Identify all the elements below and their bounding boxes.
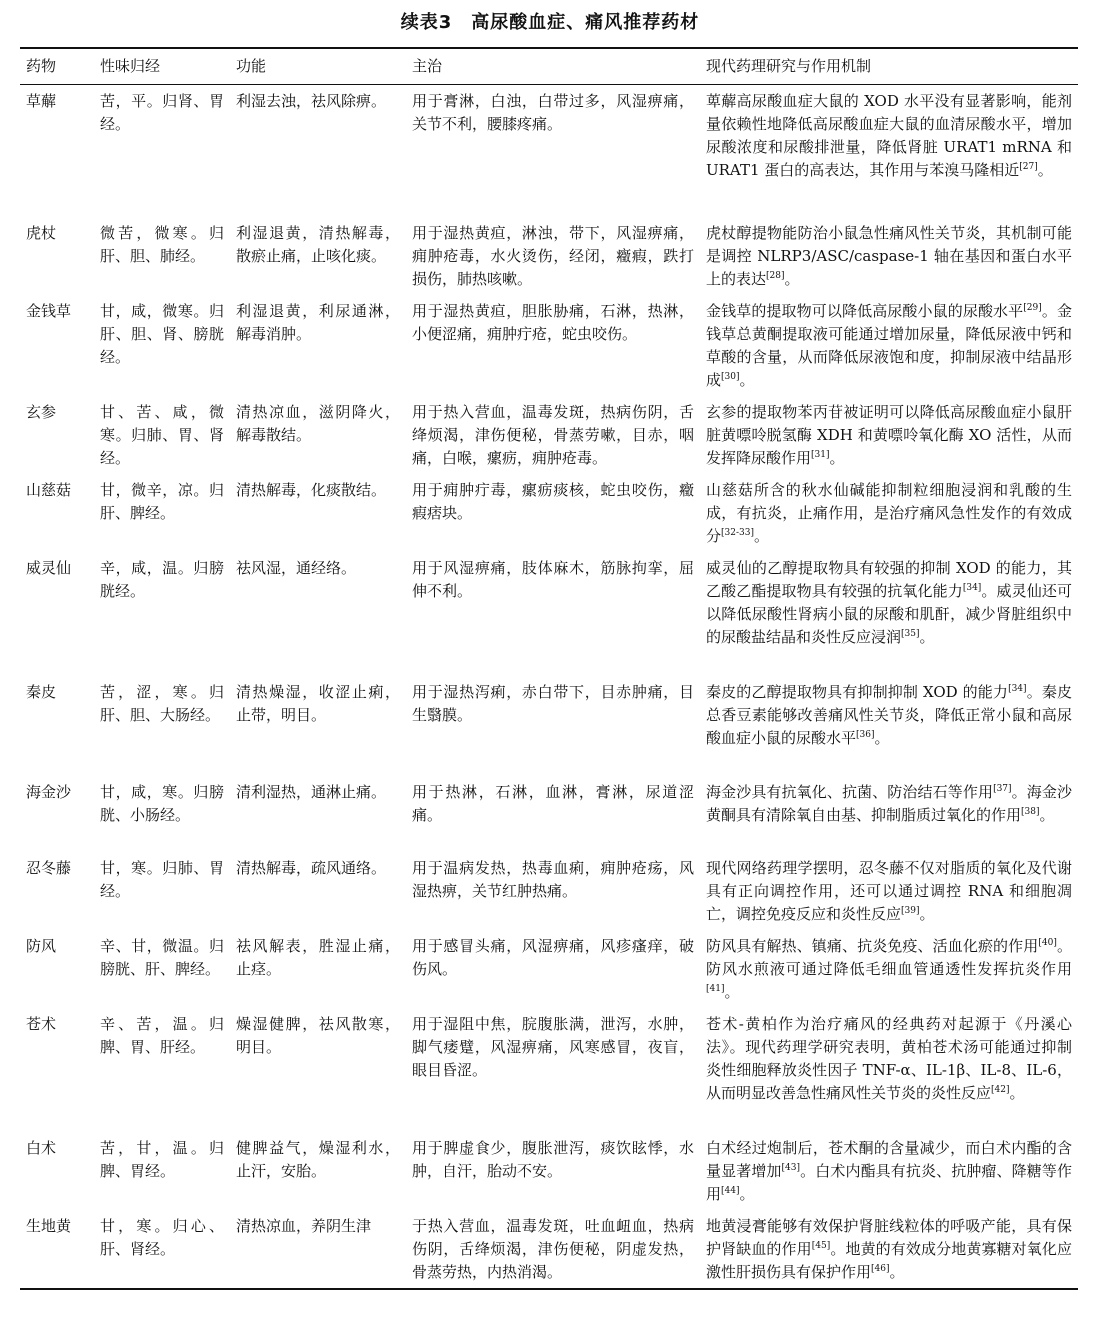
cell-function-text: 清热解毒，化痰散结。 — [236, 480, 387, 499]
pharmacology-text: 。海金沙黄酮具有清除氧自由基、抑制脂质过氧化的作用 — [706, 782, 1072, 824]
cell-pharmacology — [700, 676, 1078, 776]
cell-nature-text: 苦，平。归肾、胃经。 — [100, 92, 224, 133]
table-row — [20, 1008, 1078, 1132]
cell-function — [230, 552, 406, 676]
cell-function — [230, 1132, 406, 1210]
cell-drug — [20, 1008, 94, 1132]
cell-function-text: 利湿去浊，祛风除痹。 — [236, 92, 387, 110]
cell-pharmacology — [700, 1132, 1078, 1210]
citation: [41] — [706, 983, 725, 994]
cell-drug — [20, 852, 94, 930]
cell-nature-text: 苦，涩，寒。归肝、胆、大肠经。 — [100, 682, 224, 724]
pharmacology-text: 。 — [739, 370, 755, 389]
citation: [27] — [1019, 162, 1038, 172]
pharmacology-text: 。 — [1037, 161, 1053, 179]
cell-function-text: 祛风湿，通经络。 — [236, 558, 357, 577]
table-caption: 续表3 高尿酸血症、痛风推荐药材 — [400, 12, 700, 33]
cell-pharmacology — [700, 552, 1078, 676]
cell-nature-text: 甘，咸，微寒。归肝、胆、肾、膀胱经。 — [100, 301, 224, 366]
cell-pharmacology — [700, 396, 1078, 474]
pharmacology-text: 。金钱草总黄酮提取液可能通过增加尿量，降低尿液中钙和草酸的含量，从而降低尿液饱和度，抑制尿液中结晶形成 — [706, 301, 1072, 389]
cell-nature — [94, 930, 230, 1008]
cell-indication — [406, 1210, 700, 1289]
cell-function — [230, 930, 406, 1008]
table-header-row — [20, 48, 1078, 85]
cell-drug — [20, 1210, 94, 1289]
cell-nature-text: 甘、苦、咸，微寒。归肺、胃、肾经。 — [100, 402, 224, 467]
citation: [39] — [901, 905, 920, 916]
cell-indication-text: 用于温病发热，热毒血痢，痈肿疮疡，风湿热痹，关节红肿热痛。 — [412, 858, 694, 900]
cell-function — [230, 295, 406, 396]
cell-nature — [94, 217, 230, 295]
cell-drug-text: 威灵仙 — [26, 558, 72, 577]
cell-drug — [20, 552, 94, 676]
cell-function-text: 清热燥湿，收涩止痢，止带，明目。 — [236, 682, 400, 724]
pharmacology-text: 。白术内酯具有抗炎、抗肿瘤、降糖等作用 — [706, 1161, 1072, 1203]
cell-indication — [406, 396, 700, 474]
pharmacology-text: 金钱草的提取物可以降低高尿酸小鼠的尿酸水平 — [706, 301, 1024, 320]
table-row — [20, 776, 1078, 852]
cell-function-text: 利湿退黄，利尿通淋，解毒消肿。 — [236, 301, 400, 343]
cell-nature — [94, 1132, 230, 1210]
cell-indication — [406, 676, 700, 776]
pharmacology-text: 。 — [874, 728, 890, 747]
cell-indication-text: 于热入营血，温毒发斑，吐血衄血，热病伤阴，舌绛烦渴，津伤便秘，阴虚发热，骨蒸劳热，内热消渴。 — [412, 1216, 694, 1281]
cell-drug-text: 生地黄 — [26, 1216, 72, 1235]
table-row — [20, 474, 1078, 552]
citation: [29] — [1023, 302, 1042, 313]
cell-drug — [20, 474, 94, 552]
pharmacology-text: 。 — [919, 904, 935, 923]
cell-drug — [20, 295, 94, 396]
cell-drug — [20, 776, 94, 852]
cell-function — [230, 217, 406, 295]
pharmacology-text: 苍术-黄柏作为治疗痛风的经典药对起源于《丹溪心法》。现代药理学研究表明，黄柏苍术汤可能通过抑制炎性细胞释放炎性因子 TNF-α、IL-1β、IL-8、IL-6，从而明显改善急性痛风性关节炎的炎性反应 — [706, 1014, 1072, 1102]
cell-function — [230, 396, 406, 474]
pharmacology-text: 虎杖醇提物能防治小鼠急性痛风性关节炎，其机制可能是调控 NLRP3/ASC/caspase-1 轴在基因和蛋白水平上的表达 — [706, 223, 1072, 288]
cell-drug — [20, 1132, 94, 1210]
cell-nature — [94, 1210, 230, 1289]
cell-drug — [20, 217, 94, 295]
cell-nature — [94, 776, 230, 852]
cell-nature — [94, 676, 230, 776]
cell-indication-text: 用于膏淋，白浊，白带过多，风湿痹痛，关节不利，腰膝疼痛。 — [412, 92, 694, 133]
cell-function — [230, 676, 406, 776]
pharmacology-text: 。 — [1039, 805, 1055, 824]
cell-nature — [94, 474, 230, 552]
table-row — [20, 295, 1078, 396]
header-nature: 性味归经 — [100, 56, 161, 75]
citation: [45] — [811, 1240, 831, 1251]
cell-indication-text: 用于脾虚食少，腹胀泄泻，痰饮眩悸，水肿，自汗，胎动不安。 — [412, 1138, 694, 1180]
cell-drug-text: 玄参 — [26, 402, 57, 421]
cell-nature — [94, 852, 230, 930]
cell-indication-text: 用于风湿痹痛，肢体麻木，筋脉拘挛，屈伸不利。 — [412, 558, 694, 600]
pharmacology-text: 玄参的提取物苯丙苷被证明可以降低高尿酸血症小鼠肝脏黄嘌呤脱氢酶 XDH 和黄嘌呤氧化酶 XO 活性，从而发挥降尿酸作用 — [706, 402, 1072, 467]
table-row — [20, 676, 1078, 776]
cell-pharmacology — [700, 930, 1078, 1008]
citation: [34] — [962, 582, 982, 593]
pharmacology-text: 。 — [784, 269, 800, 288]
pharmacology-text: 。 — [889, 1262, 905, 1281]
pharmacology-text: 。 — [753, 526, 769, 545]
pharmacology-text: 秦皮的乙醇提取物具有抑制抑制 XOD 的能力 — [706, 682, 1009, 701]
cell-drug-text: 忍冬藤 — [26, 858, 72, 877]
cell-nature — [94, 552, 230, 676]
citation: [28] — [766, 270, 785, 281]
cell-indication — [406, 474, 700, 552]
cell-pharmacology — [700, 852, 1078, 930]
cell-function-text: 燥湿健脾，祛风散寒，明目。 — [236, 1014, 400, 1056]
header-pharmacology: 现代药理研究与作用机制 — [706, 56, 872, 75]
cell-pharmacology — [700, 1008, 1078, 1132]
table-row — [20, 1132, 1078, 1210]
citation: [44] — [721, 1185, 740, 1196]
pharmacology-text: 山慈菇所含的秋水仙碱能抑制粒细胞浸润和乳酸的生成，有抗炎，止痛作用，是治疗痛风急性发作的有效成分 — [706, 480, 1072, 545]
pharmacology-text: 白术经过炮制后，苍术酮的含量减少，而白术内酯的含量显著增加 — [706, 1138, 1072, 1180]
cell-function-text: 健脾益气，燥湿利水，止汗，安胎。 — [236, 1138, 400, 1180]
cell-function-text: 利湿退黄，清热解毒，散瘀止痛，止咳化痰。 — [236, 223, 400, 265]
header-function: 功能 — [236, 56, 267, 75]
cell-nature-text: 苦，甘，温。归脾、胃经。 — [100, 1138, 224, 1180]
cell-function — [230, 776, 406, 852]
cell-function — [230, 85, 406, 217]
cell-indication — [406, 930, 700, 1008]
cell-pharmacology — [700, 776, 1078, 852]
cell-drug-text: 苍术 — [26, 1014, 57, 1033]
citation: [40] — [1038, 937, 1057, 948]
citation: [43] — [781, 1162, 801, 1173]
cell-nature-text: 辛、苦，温。归脾、胃、肝经。 — [100, 1014, 224, 1056]
cell-indication-text: 用于热入营血，温毒发斑，热病伤阴，舌绛烦渴，津伤便秘，骨蒸劳嗽，目赤，咽痛，白喉，瘰疬，痈肿疮毒。 — [412, 402, 694, 467]
cell-indication — [406, 552, 700, 676]
cell-function — [230, 852, 406, 930]
header-drug: 药物 — [26, 56, 57, 75]
citation: [36] — [856, 729, 875, 740]
cell-indication — [406, 217, 700, 295]
cell-drug — [20, 930, 94, 1008]
citation: [34] — [1008, 683, 1027, 694]
cell-nature-text: 微苦，微寒。归肝、胆、肺经。 — [100, 223, 224, 265]
cell-function-text: 祛风解表，胜湿止痛，止痉。 — [236, 936, 400, 978]
table-row — [20, 852, 1078, 930]
cell-indication-text: 用于热淋，石淋，血淋，膏淋，尿道涩痛。 — [412, 782, 694, 824]
cell-drug — [20, 396, 94, 474]
drug-table — [20, 47, 1078, 1290]
pharmacology-text: 海金沙具有抗氧化、抗菌、防治结石等作用 — [706, 782, 994, 801]
pharmacology-text: 。秦皮总香豆素能够改善痛风性关节炎，降低正常小鼠和高尿酸血症小鼠的尿酸水平 — [706, 682, 1072, 747]
cell-function-text: 清热解毒，疏风通络。 — [236, 858, 387, 877]
cell-nature — [94, 295, 230, 396]
citation: [38] — [1021, 806, 1040, 817]
pharmacology-text: 现代网络药理学摆明，忍冬藤不仅对脂质的氧化及代谢具有正向调控作用，还可以通过调控 RNA 和细胞凋亡，调控免疫反应和炎性反应 — [706, 858, 1072, 923]
cell-indication-text: 用于痈肿疔毒，瘰疬痰核，蛇虫咬伤，癥瘕痞块。 — [412, 480, 694, 522]
cell-drug — [20, 676, 94, 776]
cell-nature — [94, 1008, 230, 1132]
citation: [37] — [993, 783, 1012, 794]
cell-function-text: 清利湿热，通淋止痛。 — [236, 782, 387, 801]
table-row — [20, 930, 1078, 1008]
cell-drug-text: 山慈菇 — [26, 480, 72, 499]
citation: [35] — [901, 628, 920, 639]
table-row — [20, 85, 1078, 217]
cell-pharmacology — [700, 474, 1078, 552]
cell-nature-text: 辛、甘，微温。归膀胱、肝、脾经。 — [100, 936, 224, 978]
citation: [30] — [721, 371, 740, 382]
cell-indication-text: 用于湿热泻痢，赤白带下，目赤肿痛，目生翳膜。 — [412, 682, 694, 724]
cell-indication — [406, 295, 700, 396]
cell-drug-text: 秦皮 — [26, 682, 57, 701]
table-body — [20, 85, 1078, 1289]
cell-function-text: 清热凉血，养阴生津 — [236, 1216, 372, 1235]
pharmacology-text: 。 — [919, 627, 935, 646]
cell-drug-text: 海金沙 — [26, 782, 72, 801]
cell-nature-text: 甘，咸，寒。归膀胱、小肠经。 — [100, 782, 224, 824]
table-row — [20, 1210, 1078, 1289]
cell-indication — [406, 1008, 700, 1132]
cell-indication-text: 用于湿热黄疸，淋浊，带下，风湿痹痛，痈肿疮毒，水火烫伤，经闭，癥瘕，跌打损伤，肺热咳嗽。 — [412, 223, 694, 288]
cell-nature — [94, 85, 230, 217]
header-indication: 主治 — [412, 56, 443, 75]
cell-pharmacology — [700, 1210, 1078, 1289]
cell-pharmacology — [700, 295, 1078, 396]
cell-pharmacology — [700, 217, 1078, 295]
pharmacology-text: 。 — [724, 982, 740, 1001]
cell-function — [230, 474, 406, 552]
pharmacology-text: 萆薢高尿酸血症大鼠的 XOD 水平没有显著影响，能剂量依赖性地降低高尿酸血症大鼠的血清尿酸水平，增加尿酸浓度和尿酸排泄量，降低肾脏 URAT1 mRNA 和 URAT1 蛋白的高表达，其作用与苯溴马隆相近 — [706, 92, 1072, 179]
pharmacology-text: 。 — [739, 1184, 755, 1203]
cell-drug-text: 虎杖 — [26, 223, 57, 242]
cell-indication — [406, 1132, 700, 1210]
cell-nature-text: 甘，寒。归心、肝、肾经。 — [100, 1216, 224, 1258]
cell-nature-text: 甘，微辛，凉。归肝、脾经。 — [100, 480, 224, 522]
table-row — [20, 217, 1078, 295]
pharmacology-text: 。 — [829, 448, 845, 467]
cell-drug-text: 防风 — [26, 936, 57, 955]
citation: [42] — [991, 1084, 1010, 1095]
cell-indication-text: 用于湿热黄疸，胆胀胁痛，石淋，热淋，小便涩痛，痈肿疔疮，蛇虫咬伤。 — [412, 301, 694, 343]
pharmacology-text: 。威灵仙还可以降低尿酸性肾病小鼠的尿酸和肌酐，减少肾脏组织中的尿酸盐结晶和炎性反应浸润 — [706, 581, 1072, 646]
citation: [32-33] — [721, 527, 754, 538]
citation: [46] — [871, 1263, 890, 1274]
pharmacology-text: 。地黄的有效成分地黄寡糖对氧化应激性肝损伤具有保护作用 — [706, 1239, 1072, 1281]
cell-pharmacology — [700, 85, 1078, 217]
pharmacology-text: 。 — [1009, 1083, 1025, 1102]
cell-indication — [406, 85, 700, 217]
cell-nature-text: 甘，寒。归肺、胃经。 — [100, 858, 224, 900]
pharmacology-text: 防风具有解热、镇痛、抗炎免疫、活血化瘀的作用 — [706, 936, 1039, 955]
cell-indication-text: 用于湿阻中焦，脘腹胀满，泄泻，水肿，脚气痿躄，风湿痹痛，风寒感冒，夜盲，眼目昏涩。 — [412, 1014, 694, 1079]
cell-nature-text: 辛，咸，温。归膀胱经。 — [100, 558, 224, 600]
table-row — [20, 396, 1078, 474]
cell-function — [230, 1210, 406, 1289]
table-row — [20, 552, 1078, 676]
cell-drug-text: 草薢 — [26, 92, 57, 110]
pharmacology-text: 威灵仙的乙醇提取物具有较强的抑制 XOD 的能力，其乙酸乙酯提取物具有较强的抗氧化能力 — [706, 558, 1072, 600]
cell-function — [230, 1008, 406, 1132]
cell-drug-text: 白术 — [26, 1138, 57, 1157]
citation: [31] — [811, 449, 830, 460]
cell-indication — [406, 776, 700, 852]
pharmacology-text: 。防风水煎液可通过降低毛细血管通透性发挥抗炎作用 — [706, 936, 1072, 978]
cell-function-text: 清热凉血，滋阴降火，解毒散结。 — [236, 402, 400, 444]
cell-drug-text: 金钱草 — [26, 301, 72, 320]
pharmacology-text: 地黄浸膏能够有效保护肾脏线粒体的呼吸产能，具有保护肾缺血的作用 — [706, 1216, 1072, 1258]
cell-indication — [406, 852, 700, 930]
cell-drug — [20, 85, 94, 217]
cell-indication-text: 用于感冒头痛，风湿痹痛，风疹瘙痒，破伤风。 — [412, 936, 694, 978]
cell-nature — [94, 396, 230, 474]
